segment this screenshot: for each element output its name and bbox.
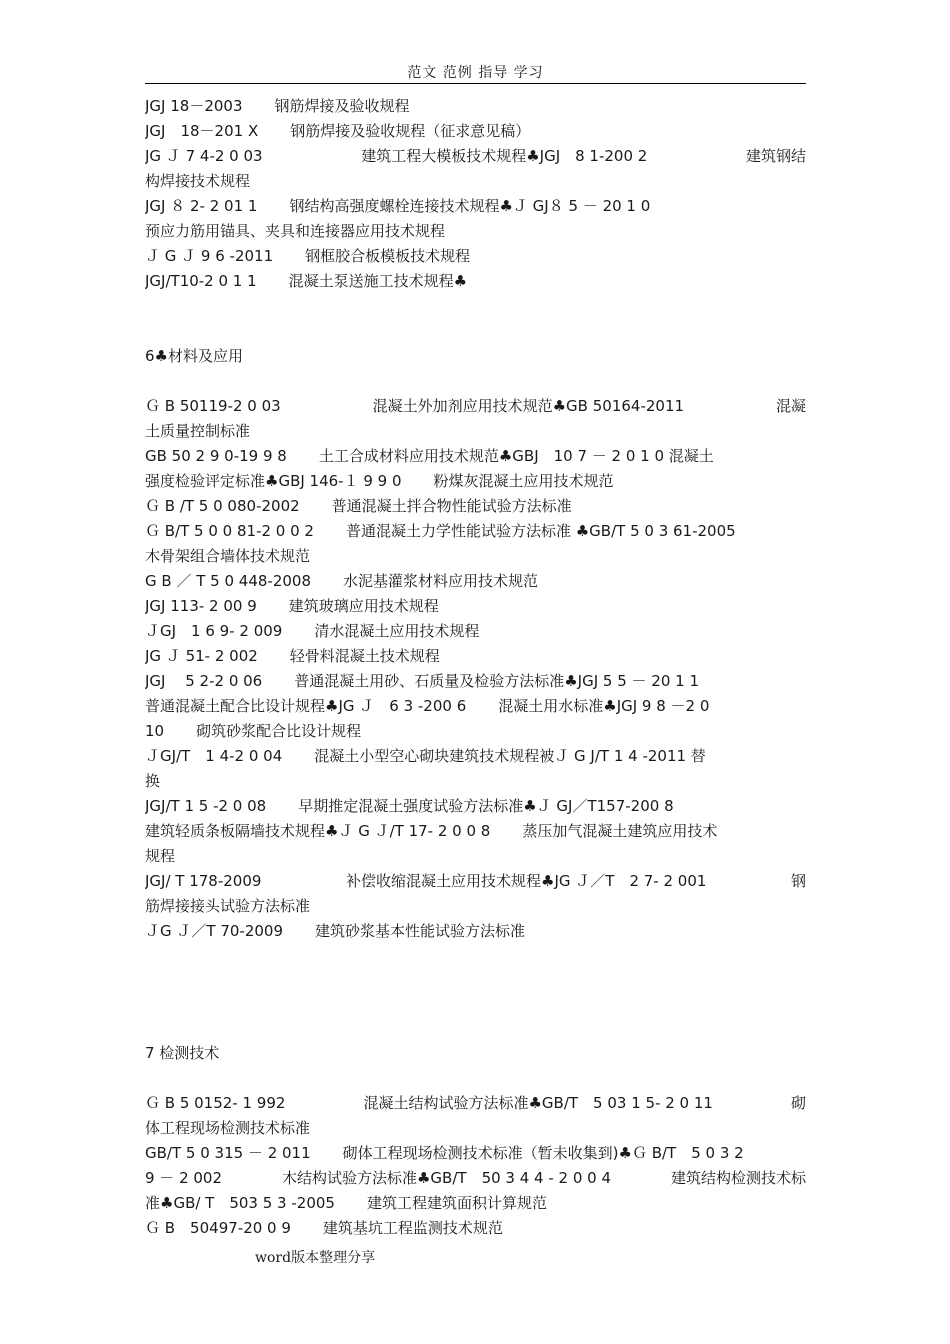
standard-code: 规程: [145, 847, 176, 865]
standard-title: 普通混凝土力学性能试验方法标准 ♣GB/T 5 0 3 61-2005: [345, 522, 736, 540]
standard-title: 清水混凝土应用技术规程: [314, 622, 480, 640]
standard-code: 体工程现场检测技术标准: [145, 1119, 311, 1137]
standards-list-block-3: [145, 1091, 806, 1241]
text-line: [145, 269, 806, 294]
standard-title: 建筑工程大模板技术规程♣JGJ 8 1-200 2: [361, 147, 648, 165]
standard-code: 强度检验评定标准♣GBJ 146-１ 9 9 0: [145, 472, 402, 490]
standard-code: ＪG Ｊ／T 70-2009: [145, 922, 283, 940]
text-line: [145, 569, 806, 594]
text-line: [145, 1116, 806, 1141]
standard-code: 10: [145, 722, 165, 740]
standard-code: 木骨架组合墙体技术规范: [145, 547, 311, 565]
text-line: [145, 819, 806, 844]
standard-title: 混凝土结构试验方法标准♣GB/T 5 03 1 5- 2 0 11: [363, 1094, 713, 1112]
standard-title: 砌筑砂浆配合比设计规程: [196, 722, 362, 740]
text-line: [145, 869, 806, 894]
section-7-title: 7 检测技术: [145, 1044, 220, 1062]
standard-code: JGJ/T10-2 0 1 1: [145, 272, 257, 290]
standard-title: 粉煤灰混凝土应用技术规范: [433, 472, 614, 490]
text-line: [145, 419, 806, 444]
standard-title: 砌体工程现场检测技术标准（暂未收集到)♣Ｇ B/T 5 0 3 2: [342, 1144, 744, 1162]
standard-title: 补偿收缩混凝土应用技术规程♣JG Ｊ／T 2 7- 2 001: [346, 872, 707, 890]
standard-code: GB/T 5 0 315 － 2 011: [145, 1144, 311, 1162]
text-line: [145, 669, 806, 694]
text-line: [145, 119, 806, 144]
standard-code: 筋焊接接头试验方法标准: [145, 897, 311, 915]
text-line: [145, 394, 806, 419]
standard-title: 普通混凝土用砂、石质量及检验方法标准♣JGJ 5 5 － 20 1 1: [294, 672, 700, 690]
text-line: [145, 719, 806, 744]
standard-code: 换: [145, 772, 161, 790]
standard-code: ＪGJ 1 6 9- 2 009: [145, 622, 283, 640]
text-line: [145, 1216, 806, 1241]
text-line: [145, 644, 806, 669]
standard-code: ＪGJ/T 1 4-2 0 04: [145, 747, 283, 765]
page-header: 范文 范例 指导 学习: [407, 65, 544, 81]
text-line: [145, 919, 806, 944]
standard-title: 普通混凝土拌合物性能试验方法标准: [331, 497, 572, 515]
text-line: [145, 694, 806, 719]
standard-title: 水泥基灌浆材料应用技术规范: [343, 572, 539, 590]
text-line: [145, 444, 806, 469]
standard-code: 准♣GB/ T 503 5 3 -2005: [145, 1194, 335, 1212]
standard-title: 混凝土小型空心砌块建筑技术规程被Ｊ G J/T 1 4 -2011 替: [314, 747, 706, 765]
standard-title: 建筑基坑工程监测技术规范: [322, 1219, 503, 1237]
text-line: [145, 1091, 806, 1116]
standard-code: JG Ｊ 51- 2 002: [145, 647, 258, 665]
standard-title: 土工合成材料应用技术规范♣GBJ 10 7 － 2 0 1 0 混凝土: [318, 447, 714, 465]
standard-code: 预应力筋用锚具、夹具和连接器应用技术规程: [145, 222, 446, 240]
text-line: [145, 1141, 806, 1166]
text-line: [145, 494, 806, 519]
text-line: [145, 519, 806, 544]
header-divider: [145, 83, 806, 84]
standard-code: JGJ 18－2003: [145, 97, 243, 115]
standard-code: Ｇ B 50119-2 0 03: [145, 397, 281, 415]
standard-title: 轻骨料混凝土技术规程: [289, 647, 440, 665]
standard-code: 构焊接技术规程: [145, 172, 251, 190]
standard-code: Ｊ G Ｊ 9 6 -2011: [145, 247, 274, 265]
standard-title: 早期推定混凝土强度试验方法标准♣Ｊ GJ／T157-200 8: [298, 797, 674, 815]
standard-code: JGJ/T 1 5 -2 0 08: [145, 797, 267, 815]
standard-title: 混凝土泵送施工技术规程♣: [288, 272, 468, 290]
standard-title: 木结构试验方法标准♣GB/T 50 3 4 4 - 2 0 0 4: [281, 1169, 612, 1187]
standard-title: 建筑玻璃应用技术规程: [288, 597, 439, 615]
standard-code: Ｇ B/T 5 0 0 81-2 0 0 2: [145, 522, 314, 540]
text-line: [145, 894, 806, 919]
text-line: [145, 244, 806, 269]
standard-code: 建筑轻质条板隔墙技术规程♣Ｊ G Ｊ/T 17- 2 0 0 8: [145, 822, 491, 840]
standard-title: 混凝土外加剂应用技术规范♣GB 50164-2011: [372, 397, 685, 415]
standard-title: 钢筋焊接及验收规程（征求意见稿）: [290, 122, 531, 140]
standard-title: 钢结构高强度螺栓连接技术规程♣Ｊ GJ８ 5 － 20 1 0: [289, 197, 651, 215]
text-line: [145, 844, 806, 869]
standard-code: GB 50 2 9 0-19 9 8: [145, 447, 287, 465]
standard-code: Ｇ B 5 0152- 1 992: [145, 1094, 286, 1112]
standard-code: JGJ ８ 2- 2 01 1: [145, 197, 258, 215]
standard-code: Ｇ B 50497-20 0 9: [145, 1219, 291, 1237]
standard-code: JGJ 18－201 X: [145, 122, 259, 140]
text-line: [145, 594, 806, 619]
text-line: [145, 794, 806, 819]
standard-code: G B ／ T 5 0 448-2008: [145, 572, 311, 590]
standards-list-block-1: [145, 94, 806, 294]
text-line: [145, 769, 806, 794]
standard-code: Ｇ B /T 5 0 080-2002: [145, 497, 300, 515]
standard-code: JGJ 5 2-2 0 06: [145, 672, 263, 690]
standard-title: 砌: [790, 1094, 806, 1112]
text-line: [145, 544, 806, 569]
text-line: [145, 744, 806, 769]
text-line: [145, 1166, 806, 1191]
standard-title: 建筑结构检测技术标: [670, 1169, 806, 1187]
text-line: [145, 619, 806, 644]
standard-title: 钢筋焊接及验收规程: [274, 97, 410, 115]
standard-title: 混凝土用水标准♣JGJ 9 8 －2 0: [498, 697, 710, 715]
standard-code: 土质量控制标准: [145, 422, 251, 440]
standard-title: 蒸压加气混凝土建筑应用技术: [522, 822, 718, 840]
text-line: [145, 194, 806, 219]
standard-title: 建筑钢结: [745, 147, 806, 165]
section-6-title: 6♣材料及应用: [145, 347, 243, 365]
standard-title: 钢: [790, 872, 806, 890]
standard-title: 混凝: [775, 397, 806, 415]
standard-title: 建筑砂浆基本性能试验方法标准: [315, 922, 526, 940]
text-line: [145, 144, 806, 169]
standard-title: 建筑工程建筑面积计算规范: [366, 1194, 547, 1212]
text-line: [145, 94, 806, 119]
text-line: [145, 219, 806, 244]
standard-code: JGJ/ T 178-2009: [145, 872, 262, 890]
standard-code: JGJ 113- 2 00 9: [145, 597, 257, 615]
standards-list-block-2: [145, 394, 806, 944]
standard-code: JG Ｊ 7 4-2 0 03: [145, 147, 263, 165]
text-line: [145, 1191, 806, 1216]
standard-title: 钢框胶合板模板技术规程: [305, 247, 471, 265]
text-line: [145, 469, 806, 494]
page-footer: word版本整理分享: [255, 1250, 376, 1266]
text-line: [145, 169, 806, 194]
standard-code: 普通混凝土配合比设计规程♣JG Ｊ 6 3 -200 6: [145, 697, 467, 715]
standard-code: 9 － 2 002: [145, 1169, 223, 1187]
